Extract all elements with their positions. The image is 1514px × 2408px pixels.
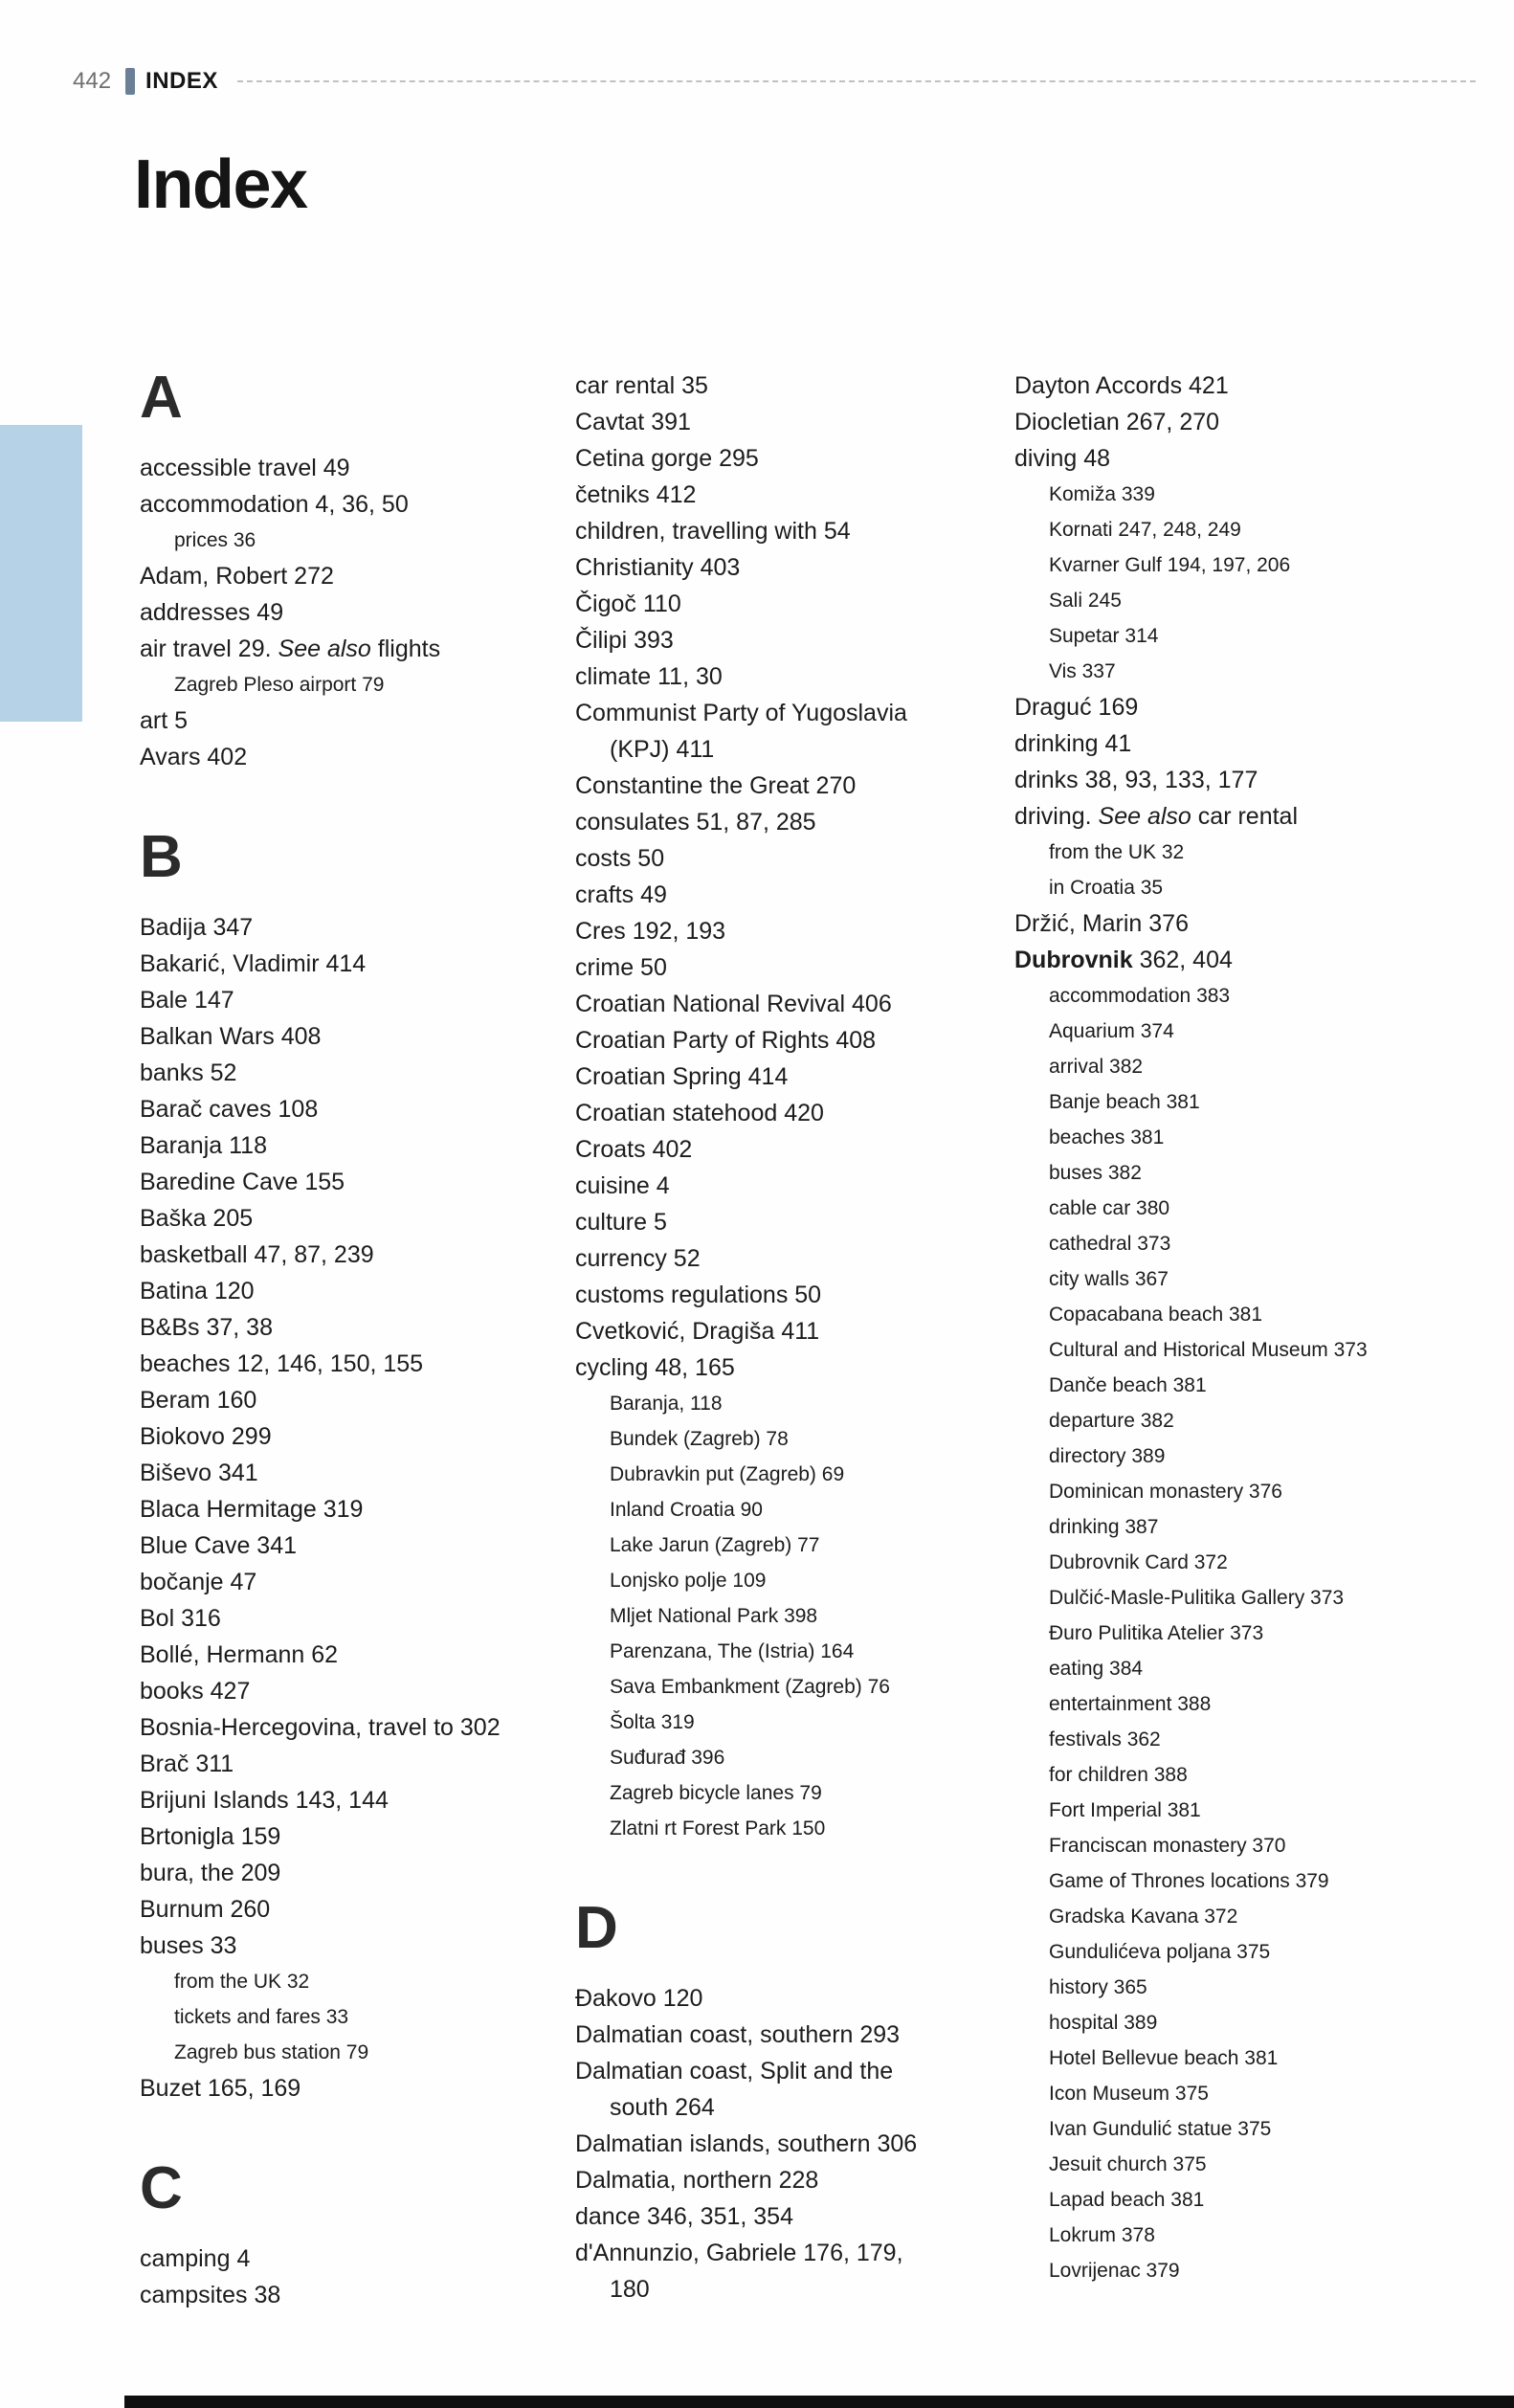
index-entry: bura, the 209 (140, 1860, 281, 1886)
index-subentry: directory 389 (1049, 1445, 1166, 1467)
index-subentry: entertainment 388 (1049, 1693, 1212, 1715)
index-subentry: Game of Thrones locations 379 (1049, 1870, 1329, 1892)
index-subentry: Dulčić-Masle-Pulitika Gallery 373 (1049, 1587, 1345, 1609)
index-subentry: Sali 245 (1049, 590, 1122, 612)
index-subentry: arrival 382 (1049, 1056, 1144, 1078)
index-entry: Biokovo 299 (140, 1423, 272, 1450)
index-entry: Blaca Hermitage 319 (140, 1496, 364, 1523)
index-entry: books 427 (140, 1678, 251, 1705)
index-entry: Diocletian 267, 270 (1014, 409, 1220, 435)
index-subentry: Bundek (Zagreb) 78 (610, 1428, 789, 1450)
index-entry: Dubrovnik 362, 404 (1014, 947, 1233, 973)
index-entry: Cetina gorge 295 (575, 445, 759, 472)
index-subentry: Zagreb bus station 79 (174, 2041, 369, 2063)
index-entry: Bale 147 (140, 987, 234, 1014)
index-entry: Christianity 403 (575, 554, 741, 581)
section-label: INDEX (145, 68, 218, 94)
index-entry: Dalmatia, northern 228 (575, 2167, 819, 2194)
index-entry: Adam, Robert 272 (140, 563, 334, 590)
index-entry: Čigoč 110 (575, 591, 681, 617)
index-subentry: in Croatia 35 (1049, 877, 1164, 899)
index-subentry: Franciscan monastery 370 (1049, 1835, 1286, 1857)
index-subentry: Kornati 247, 248, 249 (1049, 519, 1241, 541)
index-entry: Burnum 260 (140, 1896, 271, 1923)
index-entry: campsites 38 (140, 2282, 281, 2308)
section-divider-bar (125, 68, 135, 95)
index-subentry: Supetar 314 (1049, 625, 1159, 647)
index-entry: Croatian Party of Rights 408 (575, 1027, 877, 1054)
index-entry: Cavtat 391 (575, 409, 691, 435)
index-entry: customs regulations 50 (575, 1282, 822, 1308)
bottom-edge-bar (124, 2396, 1514, 2408)
index-entry: Brtonigla 159 (140, 1823, 281, 1850)
index-entry: Baška 205 (140, 1205, 254, 1232)
index-subentry: Hotel Bellevue beach 381 (1049, 2047, 1279, 2069)
index-entry: Bollé, Hermann 62 (140, 1641, 339, 1668)
index-entry: buses 33 (140, 1932, 237, 1959)
index-entry: Croatian statehood 420 (575, 1100, 824, 1126)
index-subentry: Parenzana, The (Istria) 164 (610, 1640, 855, 1662)
index-subentry: departure 382 (1049, 1410, 1174, 1432)
index-subentry: eating 384 (1049, 1658, 1144, 1680)
index-entry: Bosnia-Hercegovina, travel to 302 (140, 1714, 501, 1741)
index-subentry: hospital 389 (1049, 2012, 1158, 2034)
index-entry: culture 5 (575, 1209, 667, 1236)
index-subentry: Gradska Kavana 372 (1049, 1906, 1238, 1928)
index-entry: car rental 35 (575, 372, 708, 399)
index-subentry: Dubravkin put (Zagreb) 69 (610, 1463, 845, 1485)
index-subentry: Sava Embankment (Zagreb) 76 (610, 1676, 890, 1698)
index-entry: Bakarić, Vladimir 414 (140, 950, 367, 977)
index-subentry: Inland Croatia 90 (610, 1499, 763, 1521)
index-entry: Croatian National Revival 406 (575, 991, 892, 1017)
index-subentry: Jesuit church 375 (1049, 2153, 1207, 2175)
index-column (140, 365, 551, 2313)
index-entry: accessible travel 49 (140, 455, 350, 481)
index-subentry: for children 388 (1049, 1764, 1188, 1786)
index-entry: Blue Cave 341 (140, 1532, 298, 1559)
index-subentry: buses 382 (1049, 1162, 1142, 1184)
index-entry: Biševo 341 (140, 1460, 258, 1486)
index-subentry: history 365 (1049, 1976, 1147, 1998)
index-entry: Buzet 165, 169 (140, 2075, 301, 2102)
index-entry: Bol 316 (140, 1605, 221, 1632)
index-entry: Avars 402 (140, 744, 248, 770)
index-entry: Batina 120 (140, 1278, 255, 1304)
index-entry: basketball 47, 87, 239 (140, 1241, 374, 1268)
index-entry: četniks 412 (575, 481, 697, 508)
index-entry: children, travelling with 54 (575, 518, 851, 545)
index-entry: currency 52 (575, 1245, 701, 1272)
index-entry: crime 50 (575, 954, 667, 981)
index-entry: drinks 38, 93, 133, 177 (1014, 767, 1258, 793)
index-entry: Croats 402 (575, 1136, 693, 1163)
index-subentry: city walls 367 (1049, 1268, 1169, 1290)
index-entry: consulates 51, 87, 285 (575, 809, 816, 836)
index-entry: Baredine Cave 155 (140, 1169, 345, 1195)
index-entry: Cres 192, 193 (575, 918, 726, 945)
index-entry: Dalmatian coast, southern 293 (575, 2021, 901, 2048)
index-entry: Communist Party of Yugoslavia (KPJ) 411 (575, 700, 907, 763)
index-entry: Beram 160 (140, 1387, 257, 1414)
index-column (1014, 368, 1474, 2288)
index-subentry: cable car 380 (1049, 1197, 1170, 1219)
index-subentry: Lonjsko polje 109 (610, 1570, 767, 1592)
index-subentry: Dubrovnik Card 372 (1049, 1551, 1228, 1573)
index-entry: drinking 41 (1014, 730, 1132, 757)
index-entry: Croatian Spring 414 (575, 1063, 789, 1090)
index-subentry: Mljet National Park 398 (610, 1605, 818, 1627)
index-subentry: tickets and fares 33 (174, 2006, 349, 2028)
index-entry: climate 11, 30 (575, 663, 723, 690)
index-subentry: Baranja, 118 (610, 1393, 723, 1415)
index-entry: Brijuni Islands 143, 144 (140, 1787, 389, 1814)
index-subentry: Kvarner Gulf 194, 197, 206 (1049, 554, 1291, 576)
index-entry: cuisine 4 (575, 1172, 670, 1199)
index-subentry: accommodation 383 (1049, 985, 1231, 1007)
index-subentry: Zlatni rt Forest Park 150 (610, 1817, 826, 1839)
index-subentry: from the UK 32 (174, 1971, 310, 1993)
index-entry: costs 50 (575, 845, 665, 872)
index-entry: cycling 48, 165 (575, 1354, 735, 1381)
index-subentry: Lovrijenac 379 (1049, 2260, 1180, 2282)
index-subentry: Gundulićeva poljana 375 (1049, 1941, 1271, 1963)
index-subentry: Lake Jarun (Zagreb) 77 (610, 1534, 820, 1556)
index-entry: diving 48 (1014, 445, 1111, 472)
index-subentry: Zagreb Pleso airport 79 (174, 674, 385, 696)
index-subentry: festivals 362 (1049, 1728, 1161, 1750)
index-subentry: Icon Museum 375 (1049, 2083, 1209, 2105)
index-entry: Balkan Wars 408 (140, 1023, 322, 1050)
index-subentry: Šolta 319 (610, 1711, 695, 1733)
letter-heading: B (140, 824, 184, 890)
index-subentry: Lapad beach 381 (1049, 2189, 1205, 2211)
index-entry: addresses 49 (140, 599, 284, 626)
page-header (73, 63, 1476, 100)
index-entry: banks 52 (140, 1059, 237, 1086)
index-subentry: Fort Imperial 381 (1049, 1799, 1201, 1821)
index-subentry: Banje beach 381 (1049, 1091, 1200, 1113)
index-subentry: Aquarium 374 (1049, 1020, 1174, 1042)
index-entry: Draguć 169 (1014, 694, 1139, 721)
index-subentry: Ivan Gundulić statue 375 (1049, 2118, 1272, 2140)
index-subentry: drinking 387 (1049, 1516, 1159, 1538)
index-entry: Dayton Accords 421 (1014, 372, 1229, 399)
index-entry: beaches 12, 146, 150, 155 (140, 1350, 424, 1377)
index-entry: crafts 49 (575, 881, 667, 908)
header-dashed-rule (237, 80, 1476, 82)
index-entry: Đakovo 120 (575, 1985, 703, 2012)
index-subentry: Komiža 339 (1049, 483, 1155, 505)
index-entry: Čilipi 393 (575, 627, 674, 654)
index-entry: air travel 29. See also flights (140, 635, 441, 662)
index-subentry: from the UK 32 (1049, 841, 1185, 863)
index-subentry: Cultural and Historical Museum 373 (1049, 1339, 1368, 1361)
index-entry: Brač 311 (140, 1750, 234, 1777)
index-entry: Baranja 118 (140, 1132, 267, 1159)
index-entry: Badija 347 (140, 914, 254, 941)
index-subentry: Lokrum 378 (1049, 2224, 1155, 2246)
index-entry: B&Bs 37, 38 (140, 1314, 273, 1341)
letter-heading: D (575, 1895, 619, 1961)
index-entry: Constantine the Great 270 (575, 772, 857, 799)
thumb-tab (0, 425, 82, 722)
index-subentry: beaches 381 (1049, 1126, 1165, 1148)
index-entry: art 5 (140, 707, 189, 734)
index-subentry: cathedral 373 (1049, 1233, 1171, 1255)
index-subentry: Vis 337 (1049, 660, 1116, 682)
index-entry: camping 4 (140, 2245, 251, 2272)
index-subentry: prices 36 (174, 529, 256, 551)
index-entry: Držić, Marin 376 (1014, 910, 1189, 937)
index-subentry: Dominican monastery 376 (1049, 1481, 1282, 1503)
index-subentry: Zagreb bicycle lanes 79 (610, 1782, 822, 1804)
index-entry: dance 346, 351, 354 (575, 2203, 793, 2230)
index-subentry: Suđurađ 396 (610, 1747, 725, 1769)
index-entry: accommodation 4, 36, 50 (140, 491, 409, 518)
letter-heading: A (140, 365, 184, 431)
index-entry: Barač caves 108 (140, 1096, 319, 1123)
index-subentry: Danče beach 381 (1049, 1374, 1207, 1396)
letter-heading: C (140, 2155, 184, 2221)
index-subentry: Đuro Pulitika Atelier 373 (1049, 1622, 1264, 1644)
index-entry: driving. See also car rental (1014, 803, 1299, 830)
index-entry: Cvetković, Dragiša 411 (575, 1318, 820, 1345)
index-column (575, 368, 920, 2308)
index-entry: d'Annunzio, Gabriele 176, 179, 180 (575, 2240, 903, 2303)
index-entry: bočanje 47 (140, 1569, 257, 1595)
index-entry: Dalmatian coast, Split and the south 264 (575, 2058, 894, 2121)
page-title: Index (134, 146, 307, 223)
index-entry: Dalmatian islands, southern 306 (575, 2130, 918, 2157)
page-number: 442 (73, 68, 112, 94)
index-subentry: Copacabana beach 381 (1049, 1304, 1263, 1326)
